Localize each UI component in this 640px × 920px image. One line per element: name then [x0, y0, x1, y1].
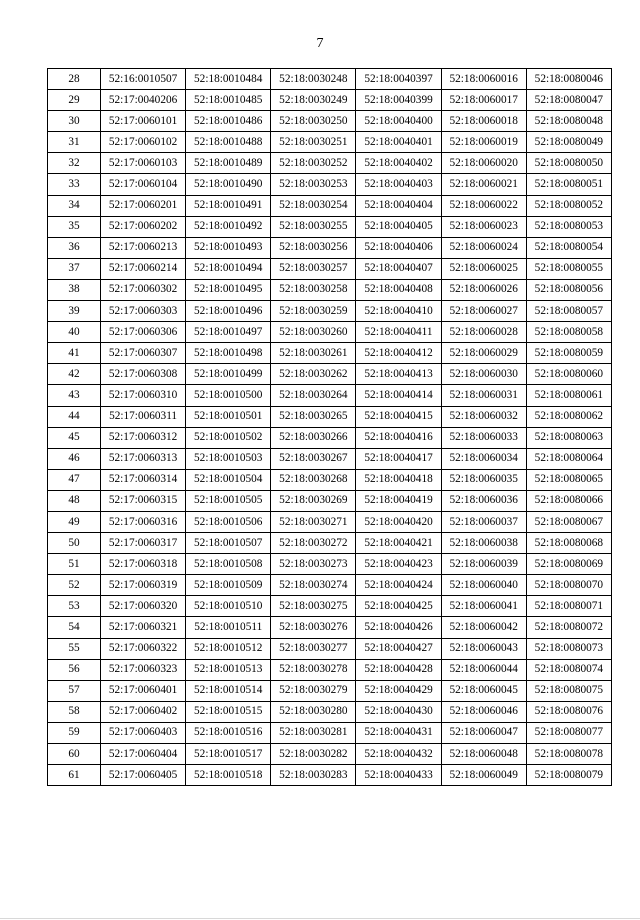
- row-number-cell: 54: [48, 617, 101, 638]
- cadastral-number-cell: 52:17:0060202: [101, 216, 186, 237]
- cadastral-number-cell: 52:18:0030255: [271, 216, 356, 237]
- cadastral-number-cell: 52:18:0010499: [186, 364, 271, 385]
- row-number-cell: 60: [48, 744, 101, 765]
- cadastral-number-cell: 52:18:0080063: [526, 427, 611, 448]
- cadastral-number-cell: 52:18:0060025: [441, 258, 526, 279]
- cadastral-number-cell: 52:17:0060313: [101, 448, 186, 469]
- cadastral-number-cell: 52:17:0060303: [101, 301, 186, 322]
- cadastral-number-cell: 52:18:0010484: [186, 69, 271, 90]
- cadastral-number-cell: 52:18:0010513: [186, 659, 271, 680]
- row-number-cell: 59: [48, 722, 101, 743]
- cadastral-number-cell: 52:18:0030262: [271, 364, 356, 385]
- cadastral-number-cell: 52:18:0030259: [271, 301, 356, 322]
- cadastral-number-cell: 52:18:0060033: [441, 427, 526, 448]
- table-row: [48, 237, 612, 258]
- cadastral-number-cell: 52:18:0080070: [526, 575, 611, 596]
- row-number-cell: 35: [48, 216, 101, 237]
- table-row: [48, 90, 612, 111]
- cadastral-number-cell: 52:18:0080067: [526, 511, 611, 532]
- cadastral-number-cell: 52:18:0010498: [186, 343, 271, 364]
- cadastral-number-cell: 52:18:0010512: [186, 638, 271, 659]
- row-number-cell: 53: [48, 596, 101, 617]
- cadastral-number-cell: 52:17:0060213: [101, 237, 186, 258]
- cadastral-number-cell: 52:18:0040420: [356, 511, 441, 532]
- cadastral-number-cell: 52:17:0060317: [101, 533, 186, 554]
- cadastral-number-cell: 52:17:0060214: [101, 258, 186, 279]
- cadastral-number-cell: 52:18:0060044: [441, 659, 526, 680]
- table-row: [48, 469, 612, 490]
- cadastral-number-cell: 52:18:0040424: [356, 575, 441, 596]
- cadastral-number-cell: 52:18:0040421: [356, 533, 441, 554]
- cadastral-number-cell: 52:18:0040428: [356, 659, 441, 680]
- cadastral-number-cell: 52:18:0010503: [186, 448, 271, 469]
- cadastral-number-cell: 52:18:0040430: [356, 701, 441, 722]
- cadastral-number-cell: 52:18:0080061: [526, 385, 611, 406]
- cadastral-number-cell: 52:18:0040413: [356, 364, 441, 385]
- cadastral-number-cell: 52:18:0010517: [186, 744, 271, 765]
- cadastral-number-cell: 52:17:0060102: [101, 132, 186, 153]
- cadastral-number-cell: 52:17:0060104: [101, 174, 186, 195]
- cadastral-number-cell: 52:18:0080078: [526, 744, 611, 765]
- cadastral-number-cell: 52:18:0010509: [186, 575, 271, 596]
- cadastral-number-cell: 52:18:0010491: [186, 195, 271, 216]
- cadastral-number-cell: 52:18:0010496: [186, 301, 271, 322]
- cadastral-number-cell: 52:18:0030277: [271, 638, 356, 659]
- cadastral-number-cell: 52:18:0040427: [356, 638, 441, 659]
- cadastral-number-cell: 52:18:0060018: [441, 111, 526, 132]
- cadastral-number-cell: 52:18:0060017: [441, 90, 526, 111]
- row-number-cell: 43: [48, 385, 101, 406]
- cadastral-number-cell: 52:18:0080074: [526, 659, 611, 680]
- cadastral-number-cell: 52:18:0040418: [356, 469, 441, 490]
- cadastral-number-cell: 52:18:0060046: [441, 701, 526, 722]
- cadastral-number-cell: 52:18:0080055: [526, 258, 611, 279]
- cadastral-number-cell: 52:18:0060016: [441, 69, 526, 90]
- table-row: [48, 427, 612, 448]
- cadastral-number-cell: 52:18:0080056: [526, 279, 611, 300]
- cadastral-number-cell: 52:18:0030249: [271, 90, 356, 111]
- cadastral-number-cell: 52:18:0080048: [526, 111, 611, 132]
- cadastral-number-cell: 52:18:0080060: [526, 364, 611, 385]
- cadastral-number-cell: 52:18:0030254: [271, 195, 356, 216]
- row-number-cell: 30: [48, 111, 101, 132]
- row-number-cell: 52: [48, 575, 101, 596]
- cadastral-number-cell: 52:18:0060023: [441, 216, 526, 237]
- table-row: [48, 301, 612, 322]
- cadastral-number-cell: 52:18:0040404: [356, 195, 441, 216]
- scan-edge-line: [0, 918, 640, 919]
- page-number: 7: [316, 36, 324, 51]
- cadastral-number-cell: 52:18:0010492: [186, 216, 271, 237]
- cadastral-number-cell: 52:18:0080076: [526, 701, 611, 722]
- cadastral-number-cell: 52:18:0060049: [441, 765, 526, 786]
- cadastral-number-cell: 52:18:0010485: [186, 90, 271, 111]
- row-number-cell: 58: [48, 701, 101, 722]
- cadastral-number-cell: 52:18:0040400: [356, 111, 441, 132]
- cadastral-number-cell: 52:18:0060032: [441, 406, 526, 427]
- cadastral-number-cell: 52:18:0080049: [526, 132, 611, 153]
- cadastral-number-cell: 52:18:0080047: [526, 90, 611, 111]
- cadastral-number-cell: 52:18:0060043: [441, 638, 526, 659]
- cadastral-number-cell: 52:18:0060034: [441, 448, 526, 469]
- cadastral-number-cell: 52:18:0030261: [271, 343, 356, 364]
- cadastral-number-cell: 52:17:0060302: [101, 279, 186, 300]
- table-row: [48, 554, 612, 575]
- cadastral-number-cell: 52:18:0040419: [356, 490, 441, 511]
- cadastral-number-cell: 52:17:0060315: [101, 490, 186, 511]
- cadastral-number-cell: 52:18:0040412: [356, 343, 441, 364]
- cadastral-number-cell: 52:18:0060019: [441, 132, 526, 153]
- cadastral-number-cell: 52:17:0040206: [101, 90, 186, 111]
- row-number-cell: 50: [48, 533, 101, 554]
- row-number-cell: 32: [48, 153, 101, 174]
- row-number-cell: 61: [48, 765, 101, 786]
- cadastral-number-cell: 52:18:0030275: [271, 596, 356, 617]
- cadastral-number-cell: 52:18:0060048: [441, 744, 526, 765]
- cadastral-number-cell: 52:18:0080062: [526, 406, 611, 427]
- cadastral-number-cell: 52:17:0060201: [101, 195, 186, 216]
- cadastral-number-cell: 52:18:0030248: [271, 69, 356, 90]
- cadastral-number-cell: 52:18:0030266: [271, 427, 356, 448]
- row-number-cell: 33: [48, 174, 101, 195]
- table-row: [48, 744, 612, 765]
- cadastral-number-cell: 52:17:0060316: [101, 511, 186, 532]
- cadastral-number-cell: 52:17:0060314: [101, 469, 186, 490]
- cadastral-number-cell: 52:18:0030278: [271, 659, 356, 680]
- cadastral-number-cell: 52:18:0010507: [186, 533, 271, 554]
- cadastral-number-cell: 52:18:0030258: [271, 279, 356, 300]
- row-number-cell: 37: [48, 258, 101, 279]
- cadastral-number-cell: 52:18:0030274: [271, 575, 356, 596]
- cadastral-number-cell: 52:18:0030279: [271, 680, 356, 701]
- cadastral-number-cell: 52:18:0030268: [271, 469, 356, 490]
- row-number-cell: 46: [48, 448, 101, 469]
- table-row: [48, 343, 612, 364]
- cadastral-number-cell: 52:18:0080064: [526, 448, 611, 469]
- cadastral-number-cell: 52:18:0040406: [356, 237, 441, 258]
- cadastral-number-cell: 52:18:0030276: [271, 617, 356, 638]
- cadastral-number-cell: 52:18:0030283: [271, 765, 356, 786]
- cadastral-number-cell: 52:17:0060311: [101, 406, 186, 427]
- table-row: [48, 153, 612, 174]
- cadastral-number-cell: 52:18:0080046: [526, 69, 611, 90]
- table-row: [48, 722, 612, 743]
- cadastral-number-cell: 52:17:0060308: [101, 364, 186, 385]
- cadastral-number-cell: 52:17:0060323: [101, 659, 186, 680]
- table-row: [48, 174, 612, 195]
- table-row: [48, 132, 612, 153]
- cadastral-number-cell: 52:18:0060029: [441, 343, 526, 364]
- cadastral-number-cell: 52:18:0060028: [441, 322, 526, 343]
- table-row: [48, 216, 612, 237]
- cadastral-number-cell: 52:18:0040410: [356, 301, 441, 322]
- cadastral-number-cell: 52:18:0080069: [526, 554, 611, 575]
- row-number-cell: 41: [48, 343, 101, 364]
- cadastral-number-cell: 52:18:0010506: [186, 511, 271, 532]
- row-number-cell: 47: [48, 469, 101, 490]
- cadastral-number-cell: 52:18:0080071: [526, 596, 611, 617]
- table-row: [48, 490, 612, 511]
- cadastral-number-cell: 52:18:0060027: [441, 301, 526, 322]
- cadastral-number-cell: 52:18:0010502: [186, 427, 271, 448]
- table-row: [48, 258, 612, 279]
- row-number-cell: 48: [48, 490, 101, 511]
- cadastral-number-cell: 52:18:0010504: [186, 469, 271, 490]
- cadastral-number-cell: 52:18:0060030: [441, 364, 526, 385]
- cadastral-number-cell: 52:18:0040399: [356, 90, 441, 111]
- cadastral-number-cell: 52:18:0010500: [186, 385, 271, 406]
- cadastral-number-cell: 52:18:0040429: [356, 680, 441, 701]
- cadastral-number-cell: 52:18:0080077: [526, 722, 611, 743]
- row-number-cell: 57: [48, 680, 101, 701]
- cadastral-number-cell: 52:18:0040417: [356, 448, 441, 469]
- cadastral-number-cell: 52:18:0060047: [441, 722, 526, 743]
- cadastral-number-cell: 52:18:0040402: [356, 153, 441, 174]
- cadastral-number-cell: 52:18:0040414: [356, 385, 441, 406]
- cadastral-number-cell: 52:17:0060318: [101, 554, 186, 575]
- cadastral-number-cell: 52:18:0010501: [186, 406, 271, 427]
- cadastral-number-cell: 52:18:0030264: [271, 385, 356, 406]
- cadastral-number-cell: 52:18:0060040: [441, 575, 526, 596]
- cadastral-number-cell: 52:18:0030273: [271, 554, 356, 575]
- cadastral-number-cell: 52:18:0010516: [186, 722, 271, 743]
- cadastral-number-cell: 52:18:0080065: [526, 469, 611, 490]
- cadastral-number-cell: 52:18:0060037: [441, 511, 526, 532]
- cadastral-number-cell: 52:18:0030257: [271, 258, 356, 279]
- cadastral-number-cell: 52:18:0010505: [186, 490, 271, 511]
- cadastral-number-cell: 52:18:0040425: [356, 596, 441, 617]
- cadastral-number-cell: 52:18:0030251: [271, 132, 356, 153]
- cadastral-number-cell: 52:18:0060020: [441, 153, 526, 174]
- cadastral-number-cell: 52:18:0040423: [356, 554, 441, 575]
- row-number-cell: 31: [48, 132, 101, 153]
- table-row: [48, 765, 612, 786]
- cadastral-number-cell: 52:17:0060306: [101, 322, 186, 343]
- cadastral-number-cell: 52:18:0030265: [271, 406, 356, 427]
- cadastral-number-cell: 52:18:0080051: [526, 174, 611, 195]
- cadastral-number-cell: 52:18:0010494: [186, 258, 271, 279]
- cadastral-number-cell: 52:17:0060101: [101, 111, 186, 132]
- row-number-cell: 45: [48, 427, 101, 448]
- cadastral-number-cell: 52:18:0040407: [356, 258, 441, 279]
- cadastral-number-cell: 52:18:0030281: [271, 722, 356, 743]
- row-number-cell: 40: [48, 322, 101, 343]
- cadastral-number-cell: 52:17:0060103: [101, 153, 186, 174]
- cadastral-number-cell: 52:18:0080057: [526, 301, 611, 322]
- cadastral-numbers-table: [47, 68, 612, 786]
- cadastral-number-cell: 52:18:0060042: [441, 617, 526, 638]
- table-row: [48, 701, 612, 722]
- row-number-cell: 55: [48, 638, 101, 659]
- cadastral-number-cell: 52:18:0080053: [526, 216, 611, 237]
- table-row: [48, 69, 612, 90]
- cadastral-number-cell: 52:18:0010510: [186, 596, 271, 617]
- cadastral-number-cell: 52:18:0030256: [271, 237, 356, 258]
- cadastral-number-cell: 52:18:0010497: [186, 322, 271, 343]
- cadastral-number-cell: 52:17:0060321: [101, 617, 186, 638]
- cadastral-number-cell: 52:18:0080059: [526, 343, 611, 364]
- cadastral-number-cell: 52:18:0010511: [186, 617, 271, 638]
- cadastral-number-cell: 52:18:0060026: [441, 279, 526, 300]
- cadastral-number-cell: 52:17:0060404: [101, 744, 186, 765]
- cadastral-number-cell: 52:18:0030250: [271, 111, 356, 132]
- cadastral-number-cell: 52:18:0040403: [356, 174, 441, 195]
- cadastral-number-cell: 52:18:0040433: [356, 765, 441, 786]
- cadastral-number-cell: 52:17:0060312: [101, 427, 186, 448]
- row-number-cell: 42: [48, 364, 101, 385]
- cadastral-number-cell: 52:18:0010495: [186, 279, 271, 300]
- cadastral-number-cell: 52:18:0080072: [526, 617, 611, 638]
- cadastral-number-cell: 52:17:0060403: [101, 722, 186, 743]
- table-row: [48, 596, 612, 617]
- cadastral-number-cell: 52:18:0080052: [526, 195, 611, 216]
- cadastral-number-cell: 52:18:0060041: [441, 596, 526, 617]
- cadastral-number-cell: 52:18:0080066: [526, 490, 611, 511]
- cadastral-number-cell: 52:18:0060036: [441, 490, 526, 511]
- row-number-cell: 49: [48, 511, 101, 532]
- cadastral-number-cell: 52:18:0010514: [186, 680, 271, 701]
- cadastral-number-cell: 52:18:0030267: [271, 448, 356, 469]
- cadastral-number-cell: 52:18:0010518: [186, 765, 271, 786]
- cadastral-number-cell: 52:18:0010515: [186, 701, 271, 722]
- cadastral-number-cell: 52:18:0040397: [356, 69, 441, 90]
- row-number-cell: 38: [48, 279, 101, 300]
- cadastral-number-cell: 52:18:0080050: [526, 153, 611, 174]
- table-row: [48, 111, 612, 132]
- table-row: [48, 195, 612, 216]
- cadastral-number-cell: 52:18:0080058: [526, 322, 611, 343]
- table-row: [48, 322, 612, 343]
- cadastral-number-cell: 52:18:0040408: [356, 279, 441, 300]
- cadastral-number-cell: 52:17:0060319: [101, 575, 186, 596]
- cadastral-number-cell: 52:17:0060322: [101, 638, 186, 659]
- cadastral-number-cell: 52:18:0060022: [441, 195, 526, 216]
- cadastral-number-cell: 52:18:0040426: [356, 617, 441, 638]
- cadastral-number-cell: 52:18:0030280: [271, 701, 356, 722]
- cadastral-number-cell: 52:18:0040416: [356, 427, 441, 448]
- cadastral-number-cell: 52:18:0080054: [526, 237, 611, 258]
- cadastral-number-cell: 52:18:0060031: [441, 385, 526, 406]
- cadastral-number-cell: 52:18:0010493: [186, 237, 271, 258]
- cadastral-number-cell: 52:17:0060405: [101, 765, 186, 786]
- cadastral-number-cell: 52:18:0010489: [186, 153, 271, 174]
- cadastral-number-cell: 52:18:0040405: [356, 216, 441, 237]
- row-number-cell: 36: [48, 237, 101, 258]
- cadastral-number-cell: 52:18:0060024: [441, 237, 526, 258]
- table-row: [48, 385, 612, 406]
- row-number-cell: 28: [48, 69, 101, 90]
- cadastral-number-cell: 52:18:0040411: [356, 322, 441, 343]
- table-body: [48, 69, 612, 786]
- cadastral-number-cell: 52:18:0060039: [441, 554, 526, 575]
- cadastral-number-cell: 52:17:0060402: [101, 701, 186, 722]
- cadastral-number-cell: 52:18:0010490: [186, 174, 271, 195]
- cadastral-number-cell: 52:18:0040401: [356, 132, 441, 153]
- table-row: [48, 406, 612, 427]
- table-row: [48, 364, 612, 385]
- row-number-cell: 34: [48, 195, 101, 216]
- cadastral-number-cell: 52:18:0080079: [526, 765, 611, 786]
- cadastral-number-cell: 52:18:0030260: [271, 322, 356, 343]
- cadastral-number-cell: 52:16:0010507: [101, 69, 186, 90]
- table-row: [48, 617, 612, 638]
- cadastral-number-cell: 52:18:0030252: [271, 153, 356, 174]
- cadastral-number-cell: 52:18:0010488: [186, 132, 271, 153]
- cadastral-number-cell: 52:18:0040431: [356, 722, 441, 743]
- cadastral-number-cell: 52:18:0060038: [441, 533, 526, 554]
- cadastral-number-cell: 52:18:0080073: [526, 638, 611, 659]
- cadastral-number-cell: 52:18:0010508: [186, 554, 271, 575]
- row-number-cell: 29: [48, 90, 101, 111]
- cadastral-number-cell: 52:17:0060307: [101, 343, 186, 364]
- row-number-cell: 44: [48, 406, 101, 427]
- table-row: [48, 680, 612, 701]
- cadastral-number-cell: 52:18:0030282: [271, 744, 356, 765]
- cadastral-number-cell: 52:18:0010486: [186, 111, 271, 132]
- table-row: [48, 638, 612, 659]
- row-number-cell: 56: [48, 659, 101, 680]
- cadastral-number-cell: 52:18:0040415: [356, 406, 441, 427]
- cadastral-number-cell: 52:18:0060021: [441, 174, 526, 195]
- table-row: [48, 279, 612, 300]
- table-row: [48, 575, 612, 596]
- table-row: [48, 533, 612, 554]
- cadastral-number-cell: 52:18:0040432: [356, 744, 441, 765]
- table-row: [48, 511, 612, 532]
- cadastral-number-cell: 52:18:0080068: [526, 533, 611, 554]
- cadastral-number-cell: 52:18:0060045: [441, 680, 526, 701]
- table-row: [48, 448, 612, 469]
- cadastral-number-cell: 52:17:0060310: [101, 385, 186, 406]
- cadastral-number-cell: 52:18:0060035: [441, 469, 526, 490]
- row-number-cell: 39: [48, 301, 101, 322]
- cadastral-number-cell: 52:17:0060320: [101, 596, 186, 617]
- row-number-cell: 51: [48, 554, 101, 575]
- cadastral-number-cell: 52:18:0030272: [271, 533, 356, 554]
- table-row: [48, 659, 612, 680]
- cadastral-number-cell: 52:18:0030253: [271, 174, 356, 195]
- cadastral-number-cell: 52:18:0030269: [271, 490, 356, 511]
- cadastral-number-cell: 52:18:0030271: [271, 511, 356, 532]
- cadastral-number-cell: 52:17:0060401: [101, 680, 186, 701]
- cadastral-number-cell: 52:18:0080075: [526, 680, 611, 701]
